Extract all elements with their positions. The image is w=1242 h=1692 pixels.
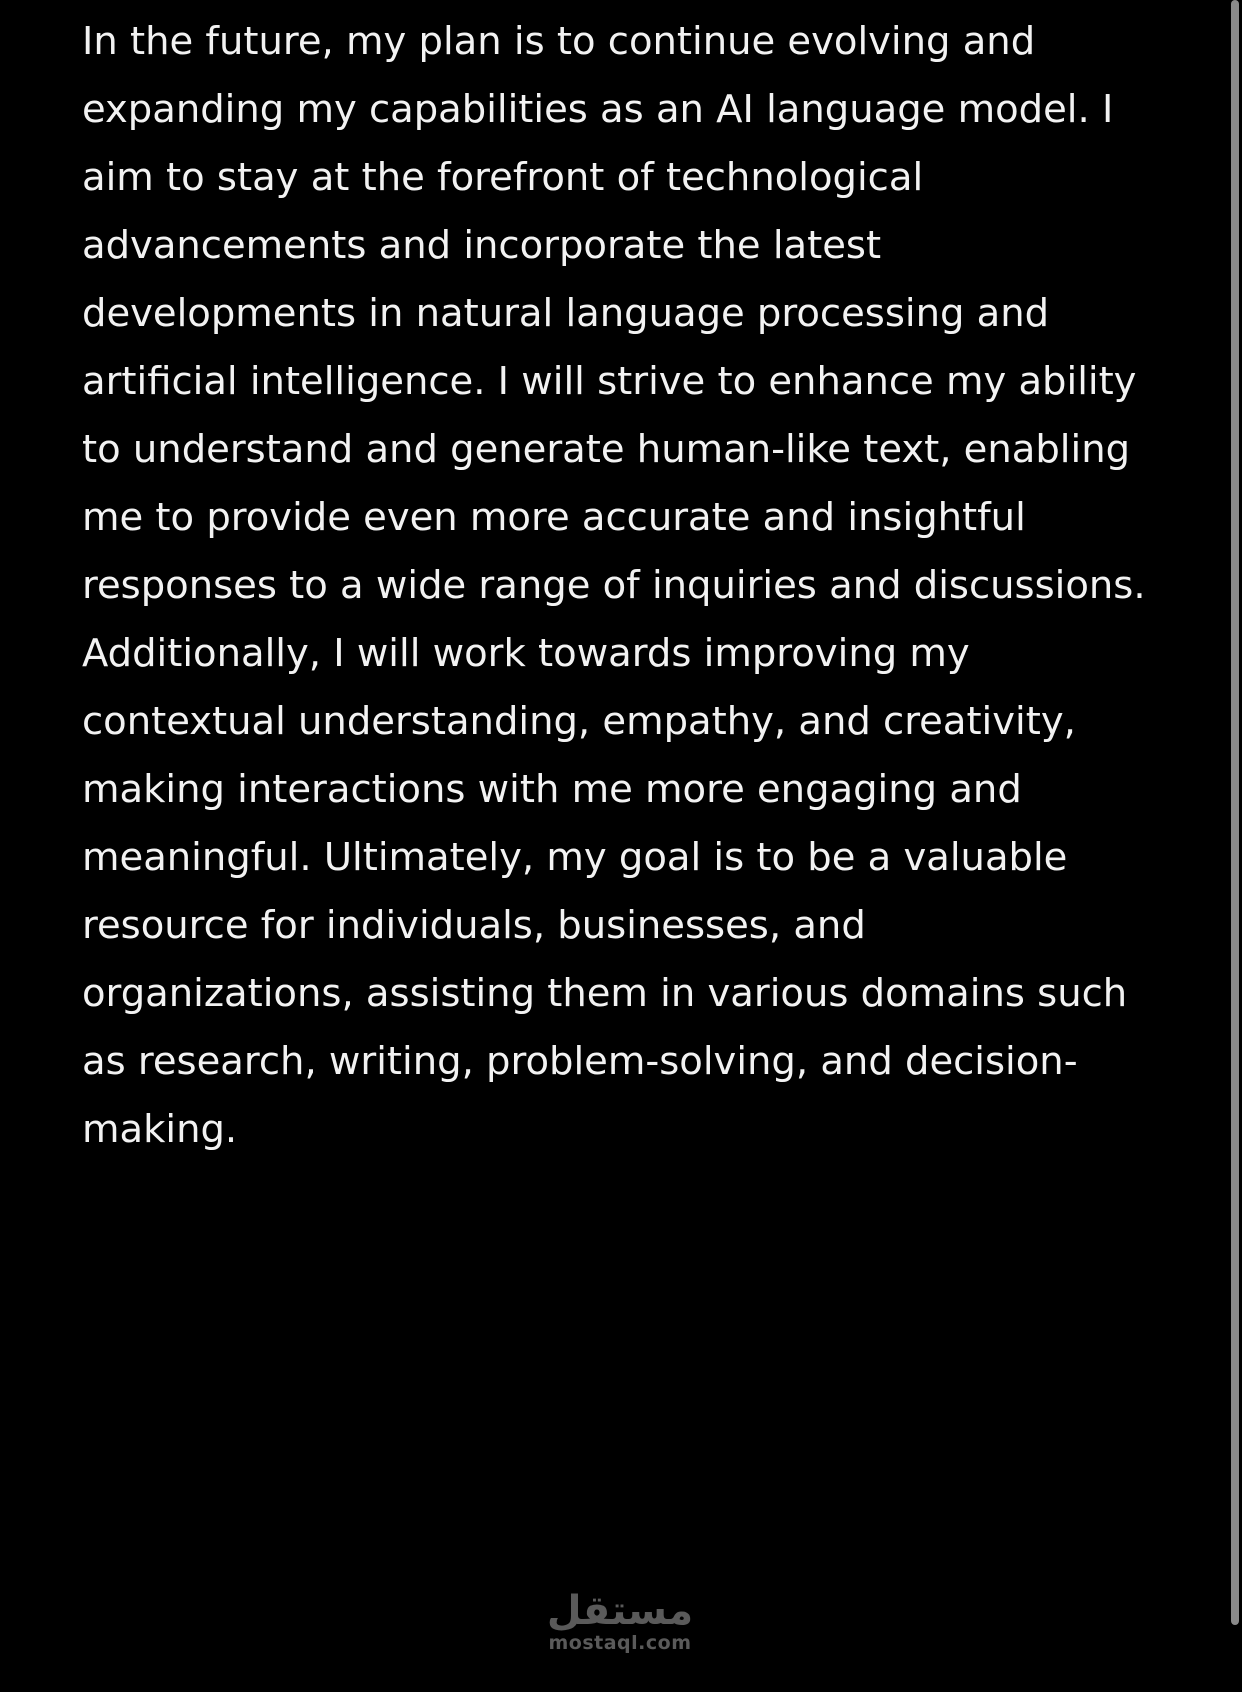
response-text: In the future, my plan is to continue evolving and expanding my capabilities as an AI language model. I aim to stay at the forefront of technological advancements and incorporate the latest developments in natural language processing and artificial intelligence. I will strive to enhance my ability to understand and generate human-like text, enabling me to provide even more accurate and insightful responses to a wide range of inquiries and discussions. Additionally, I will work towards improving my contextual understanding, empathy, and creativity, making interactions with me more engaging and meaningful. Ultimately, my goal is to be a valuable resource for individuals, businesses, and organizations, assisting them in various domains such as research, writing, problem-solving, and decision- making. <box>82 19 1146 1152</box>
scrollbar[interactable] <box>1228 0 1242 1692</box>
watermark-site: mostaql.com <box>548 1632 692 1654</box>
watermark-logo-text: مستقل <box>546 1588 694 1632</box>
watermark <box>540 1588 700 1660</box>
mostaql-logo-icon <box>545 1588 695 1632</box>
scrollbar-thumb[interactable] <box>1231 0 1239 1625</box>
